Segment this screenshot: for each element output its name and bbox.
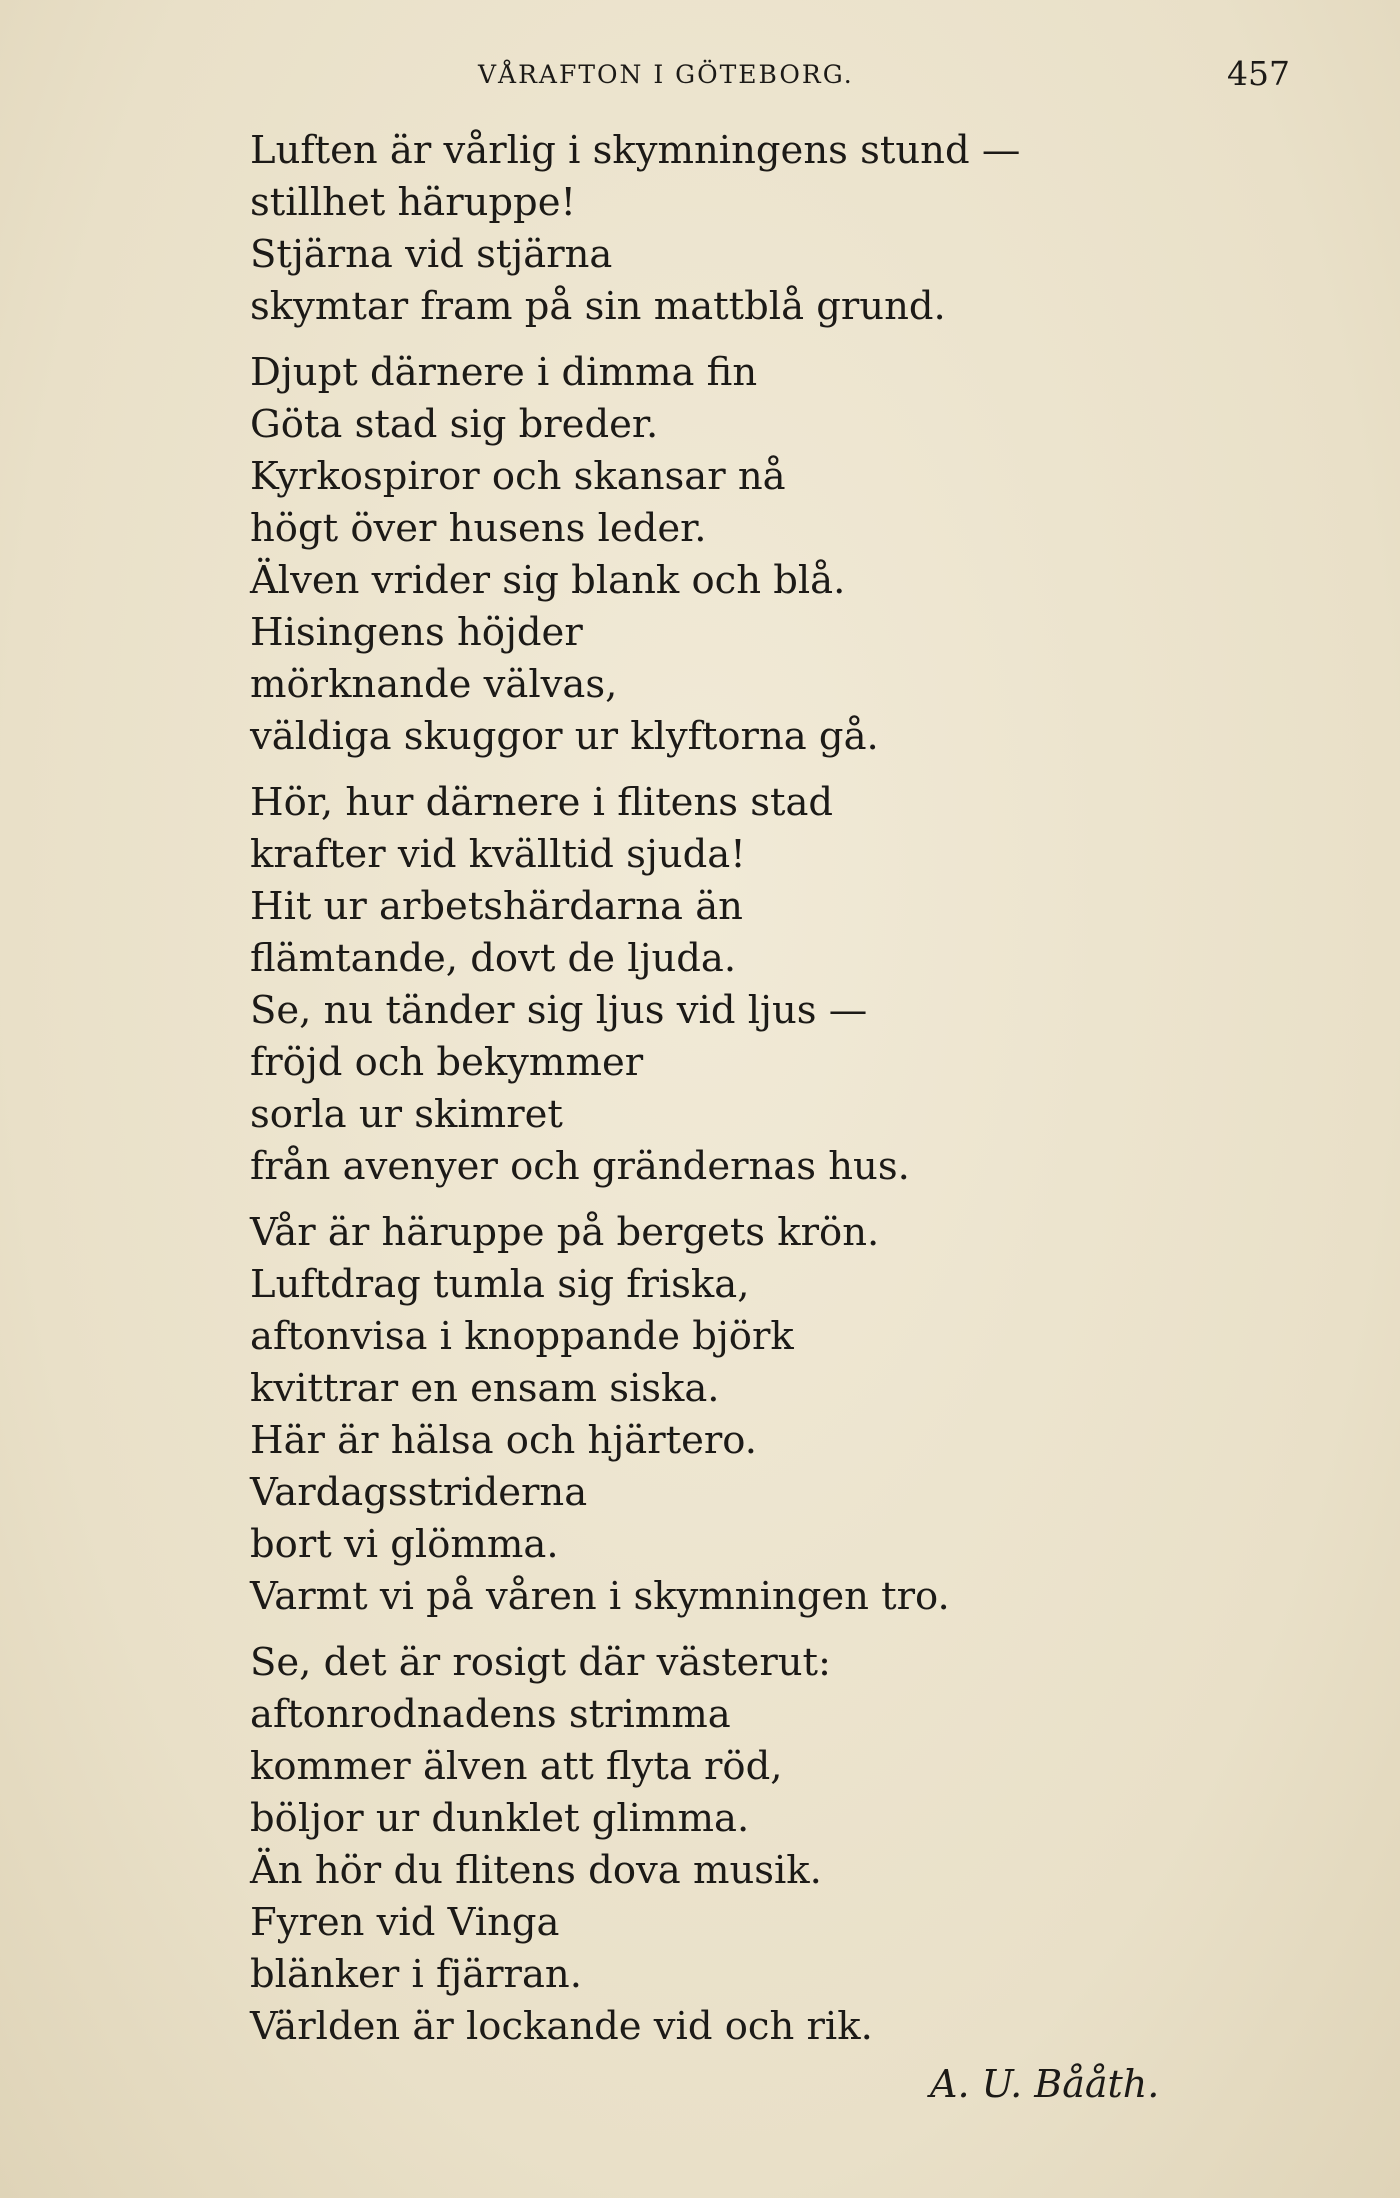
poem-line: fröjd och bekymmer	[250, 1040, 644, 1085]
poem-line: Stjärna vid stjärna	[250, 232, 613, 277]
stanza-5	[250, 1637, 1250, 2053]
poem-line: Fyren vid Vinga	[250, 1900, 560, 1945]
poem-line: Se, det är rosigt där västerut:	[250, 1640, 831, 1685]
poem-line: Älven vrider sig blank och blå.	[250, 558, 846, 603]
poem-line: Se, nu tänder sig ljus vid ljus —	[250, 988, 868, 1033]
poem-line: Här är hälsa och hjärtero.	[250, 1418, 758, 1463]
poem-line: Varmt vi på våren i skymningen tro.	[250, 1574, 950, 1619]
poem-line: mörknande välvas,	[250, 662, 618, 707]
poem-line: flämtande, dovt de ljuda.	[250, 936, 737, 981]
poem-line: Hisingens höjder	[250, 610, 583, 655]
poem-line: stillhet häruppe!	[250, 180, 576, 225]
page-number: 457	[1227, 54, 1290, 93]
poem-line: Än hör du flitens dova musik.	[250, 1848, 822, 1893]
running-title: VÅRAFTON I GÖTEBORG.	[478, 60, 854, 89]
poem-line: kvittrar en ensam siska.	[250, 1366, 720, 1411]
stanza-2	[250, 347, 1250, 763]
poem-line: Vardagsstriderna	[250, 1470, 588, 1515]
poem-line: från avenyer och grändernas hus.	[250, 1144, 910, 1189]
poem-line: kommer älven att flyta röd,	[250, 1744, 783, 1789]
poem-line: väldiga skuggor ur klyftorna gå.	[250, 714, 879, 759]
poem-line: Djupt därnere i dimma fin	[250, 350, 758, 395]
poem-line: krafter vid kvälltid sjuda!	[250, 832, 746, 877]
poem-line: Luftdrag tumla sig friska,	[250, 1262, 750, 1307]
poem-line: sorla ur skimret	[250, 1092, 563, 1137]
poem-line: böljor ur dunklet glimma.	[250, 1796, 750, 1841]
poem-line: blänker i fjärran.	[250, 1952, 582, 1997]
poem-line: bort vi glömma.	[250, 1522, 559, 1567]
poem-line: Hör, hur därnere i flitens stad	[250, 780, 834, 825]
stanza-1	[250, 125, 1250, 333]
poem-line: aftonrodnadens strimma	[250, 1692, 731, 1737]
stanza-3	[250, 777, 1250, 1193]
poem-line: Vår är häruppe på bergets krön.	[250, 1210, 880, 1255]
poem-line: Göta stad sig breder.	[250, 402, 659, 447]
poem-line: skymtar fram på sin mattblå grund.	[250, 284, 946, 329]
poem-line: Luften är vårlig i skymningens stund —	[250, 128, 1021, 173]
poem-line: Världen är lockande vid och rik.	[250, 2004, 873, 2049]
poem-line: högt över husens leder.	[250, 506, 707, 551]
poem	[250, 125, 1250, 2067]
poem-line: Hit ur arbetshärdarna än	[250, 884, 743, 929]
poem-line: Kyrkospiror och skansar nå	[250, 454, 786, 499]
author-signature: A. U. Bååth.	[930, 2062, 1160, 2106]
stanza-4	[250, 1207, 1250, 1623]
page-header	[0, 52, 1400, 102]
poem-line: aftonvisa i knoppande björk	[250, 1314, 794, 1359]
